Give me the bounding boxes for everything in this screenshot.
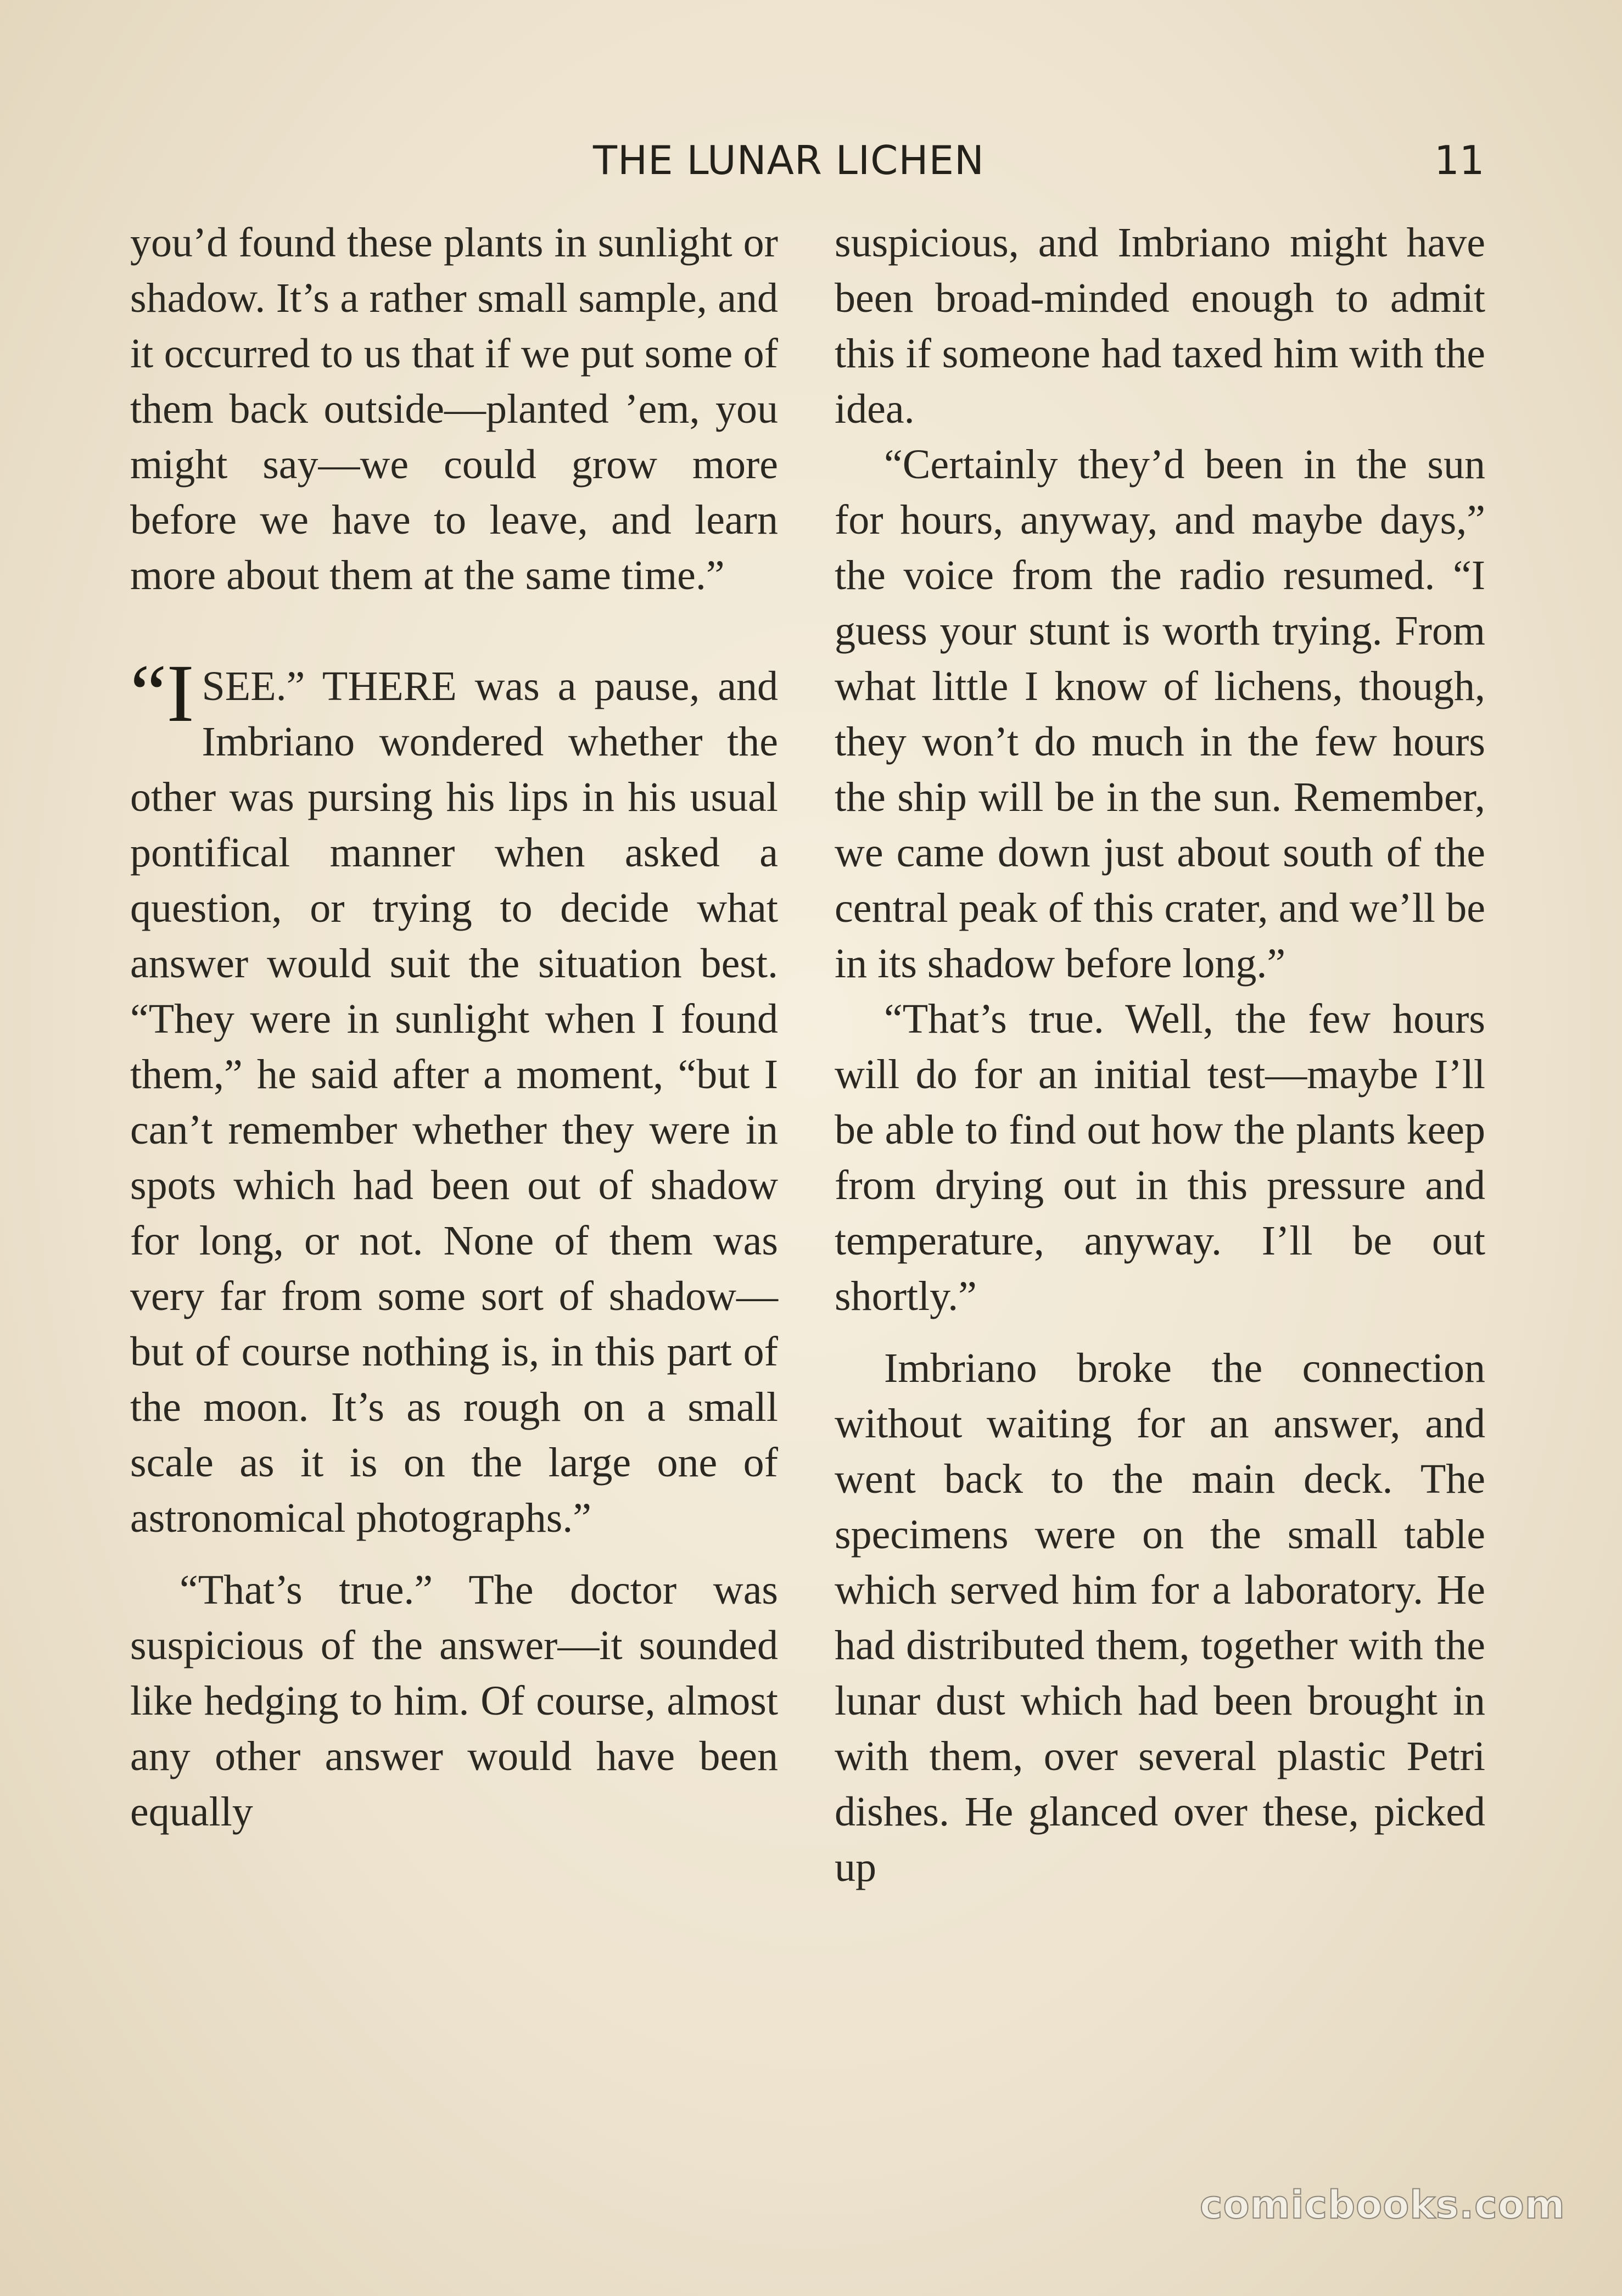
drop-cap: “I	[130, 648, 194, 739]
paragraph-gap	[835, 1324, 1485, 1341]
watermark: comicbooks.com	[1200, 2182, 1565, 2227]
running-title: THE LUNAR LICHEN	[593, 137, 985, 183]
paragraph-text: SEE.” THERE was a pause, and Imbriano wondered whether the other was pursing his lips in his usual pontifical manner when asked a question, or trying to decide what answer would suit the situation best. “They were in sunlight when I found them,” he said after a moment, “but I can’t remember whether they were in spots which had been out of shadow for long, or not. None of them was very far from some sort of shadow—but of course nothing is, in this part of the moon. It’s as rough on a small scale as it is on the large one of astronomical photographs.”	[130, 663, 778, 1541]
paragraph: Imbriano broke the connection without waiting for an answer, and went back to the main deck. The specimens were on the small table which served him for a laboratory. He had distributed them, together with the lunar dust which had been brought in with them, over several plastic Petri dishes. He glanced over these, picked up	[835, 1345, 1485, 1890]
paragraph: “That’s true.” The doctor was suspicious of the answer—it sounded like hedging to him. Of course, almost any other answer would have been equally	[130, 1567, 778, 1835]
section-break	[130, 603, 778, 659]
page-number: 11	[1434, 137, 1485, 183]
paragraph: “Certainly they’d been in the sun for hours, anyway, and maybe days,” the voice from the radio resumed. “I guess your stunt is worth trying. From what little I know of lichens, though, they won’t do much in the few hours the ship will be in the sun. Remember, we came down just about south of the central peak of this crater, and we’ll be in its shadow before long.”	[835, 441, 1485, 987]
paragraph-dropcap	[130, 648, 778, 1546]
left-column	[130, 215, 778, 1840]
paragraph-gap	[130, 1546, 778, 1563]
running-header	[0, 137, 1622, 187]
paragraph: suspicious, and Imbriano might have been broad-minded enough to admit this if someone had taxed him with the idea.	[835, 220, 1485, 432]
paragraph: “That’s true. Well, the few hours will do for an initial test—maybe I’ll be able to find out how the plants keep from drying out in this pressure and temperature, anyway. I’ll be out shortly.”	[835, 996, 1485, 1319]
paragraph: you’d found these plants in sunlight or shadow. It’s a rather small sample, and it occurred to us that if we put some of them back outside—planted ’em, you might say—we could grow more before we have to leave, and learn more about them at the same time.”	[130, 220, 778, 598]
right-column	[835, 215, 1485, 1895]
